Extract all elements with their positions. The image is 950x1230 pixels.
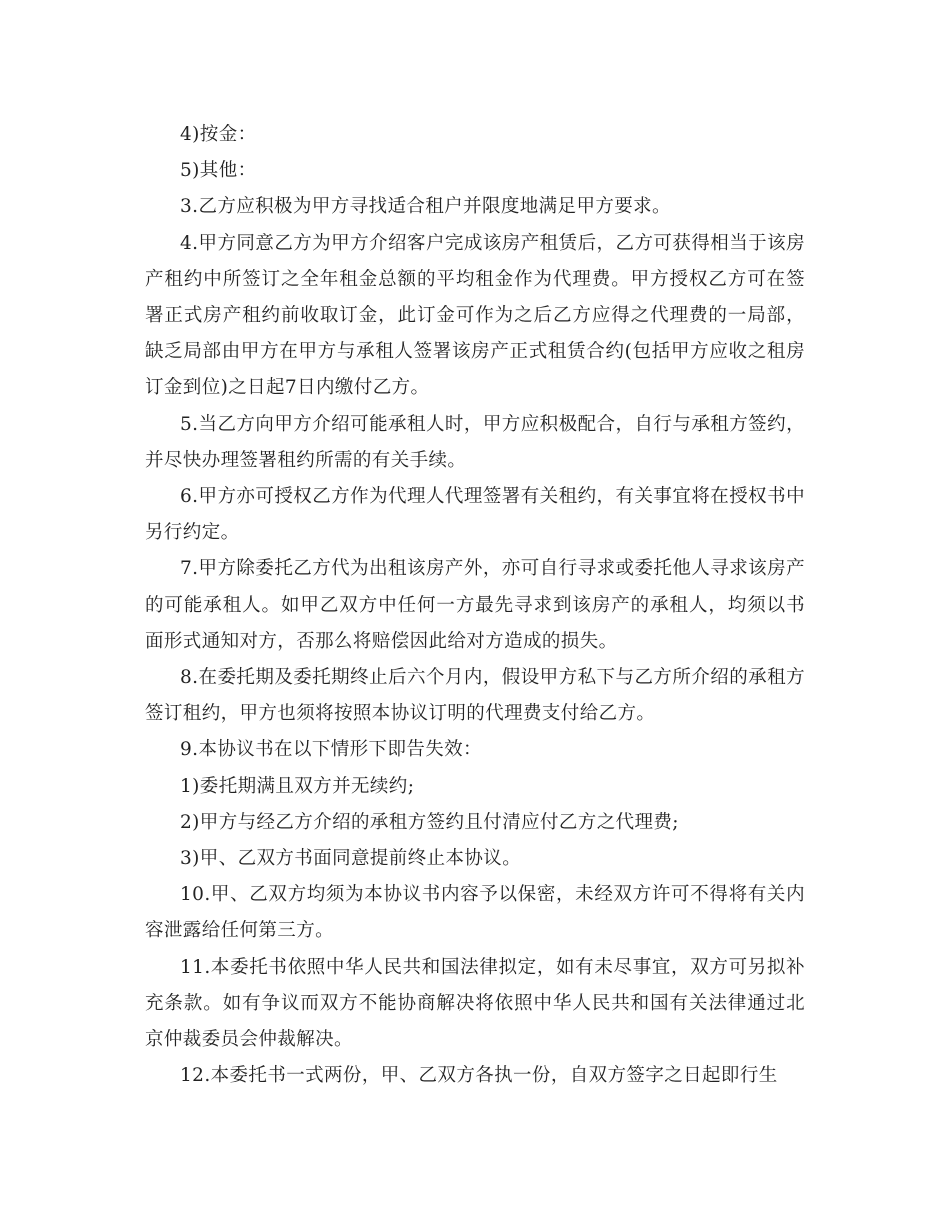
clause-9-item-2: 2)甲方与经乙方介绍的承租方签约且付清应付乙方之代理费; (180, 811, 679, 833)
clause-6: 6.甲方亦可授权乙方作为代理人代理签署有关租约，有关事宜将在授权书中另行约定。 (145, 486, 805, 544)
clause-9: 9.本协议书在以下情形下即告失效： (180, 739, 482, 761)
clause-9-item-3: 3)甲、乙双方书面同意提前终止本协议。 (180, 848, 522, 870)
clause-4: 4.甲方同意乙方为甲方介绍客户完成该房产租赁后，乙方可获得相当于该房产租约中所签订之全年租金总额的平均租金作为代理费。甲方授权乙方可在签署正式房产租约前收取订金，此订金可作为之后乙方应得之代理费的一局部，缺乏局部由甲方在甲方与承租人签署该房产正式租赁合约(包括甲方应收之租房订金到位)之日起7日内缴付乙方。 (145, 232, 805, 399)
document-body (145, 117, 805, 1094)
clause-deposit: 4)按金： (180, 124, 257, 145)
clause-7: 7.甲方除委托乙方代为出租该房产外，亦可自行寻求或委托他人寻求该房产的可能承租人。如甲乙双方中任何一方最先寻求到该房产的承租人，均须以书面形式通知对方，否那么将赔偿因此给对方造成的损失。 (145, 558, 805, 652)
clause-5: 5.当乙方向甲方介绍可能承租人时，甲方应积极配合，自行与承租方签约，并尽快办理签署租约所需的有关手续。 (145, 413, 805, 471)
clause-9-item-1: 1)委托期满且双方并无续约; (180, 775, 415, 797)
clause-other: 5)其他： (180, 160, 257, 182)
clause-12: 12.本委托书一式两份，甲、乙双方各执一份，自双方签字之日起即行生 (180, 1065, 778, 1087)
clause-8: 8.在委托期及委托期终止后六个月内，假设甲方私下与乙方所介绍的承租方签订租约，甲方也须将按照本协议订明的代理费支付给乙方。 (145, 667, 805, 725)
clause-10: 10.甲、乙双方均须为本协议书内容予以保密，未经双方许可不得将有关内容泄露给任何第三方。 (145, 884, 805, 942)
clause-3: 3.乙方应积极为甲方寻找适合租户并限度地满足甲方要求。 (180, 196, 671, 218)
clause-11: 11.本委托书依照中华人民共和国法律拟定，如有未尽事宜，双方可另拟补充条款。如有争议而双方不能协商解决将依照中华人民共和国有关法律通过北京仲裁委员会仲裁解决。 (145, 956, 805, 1051)
